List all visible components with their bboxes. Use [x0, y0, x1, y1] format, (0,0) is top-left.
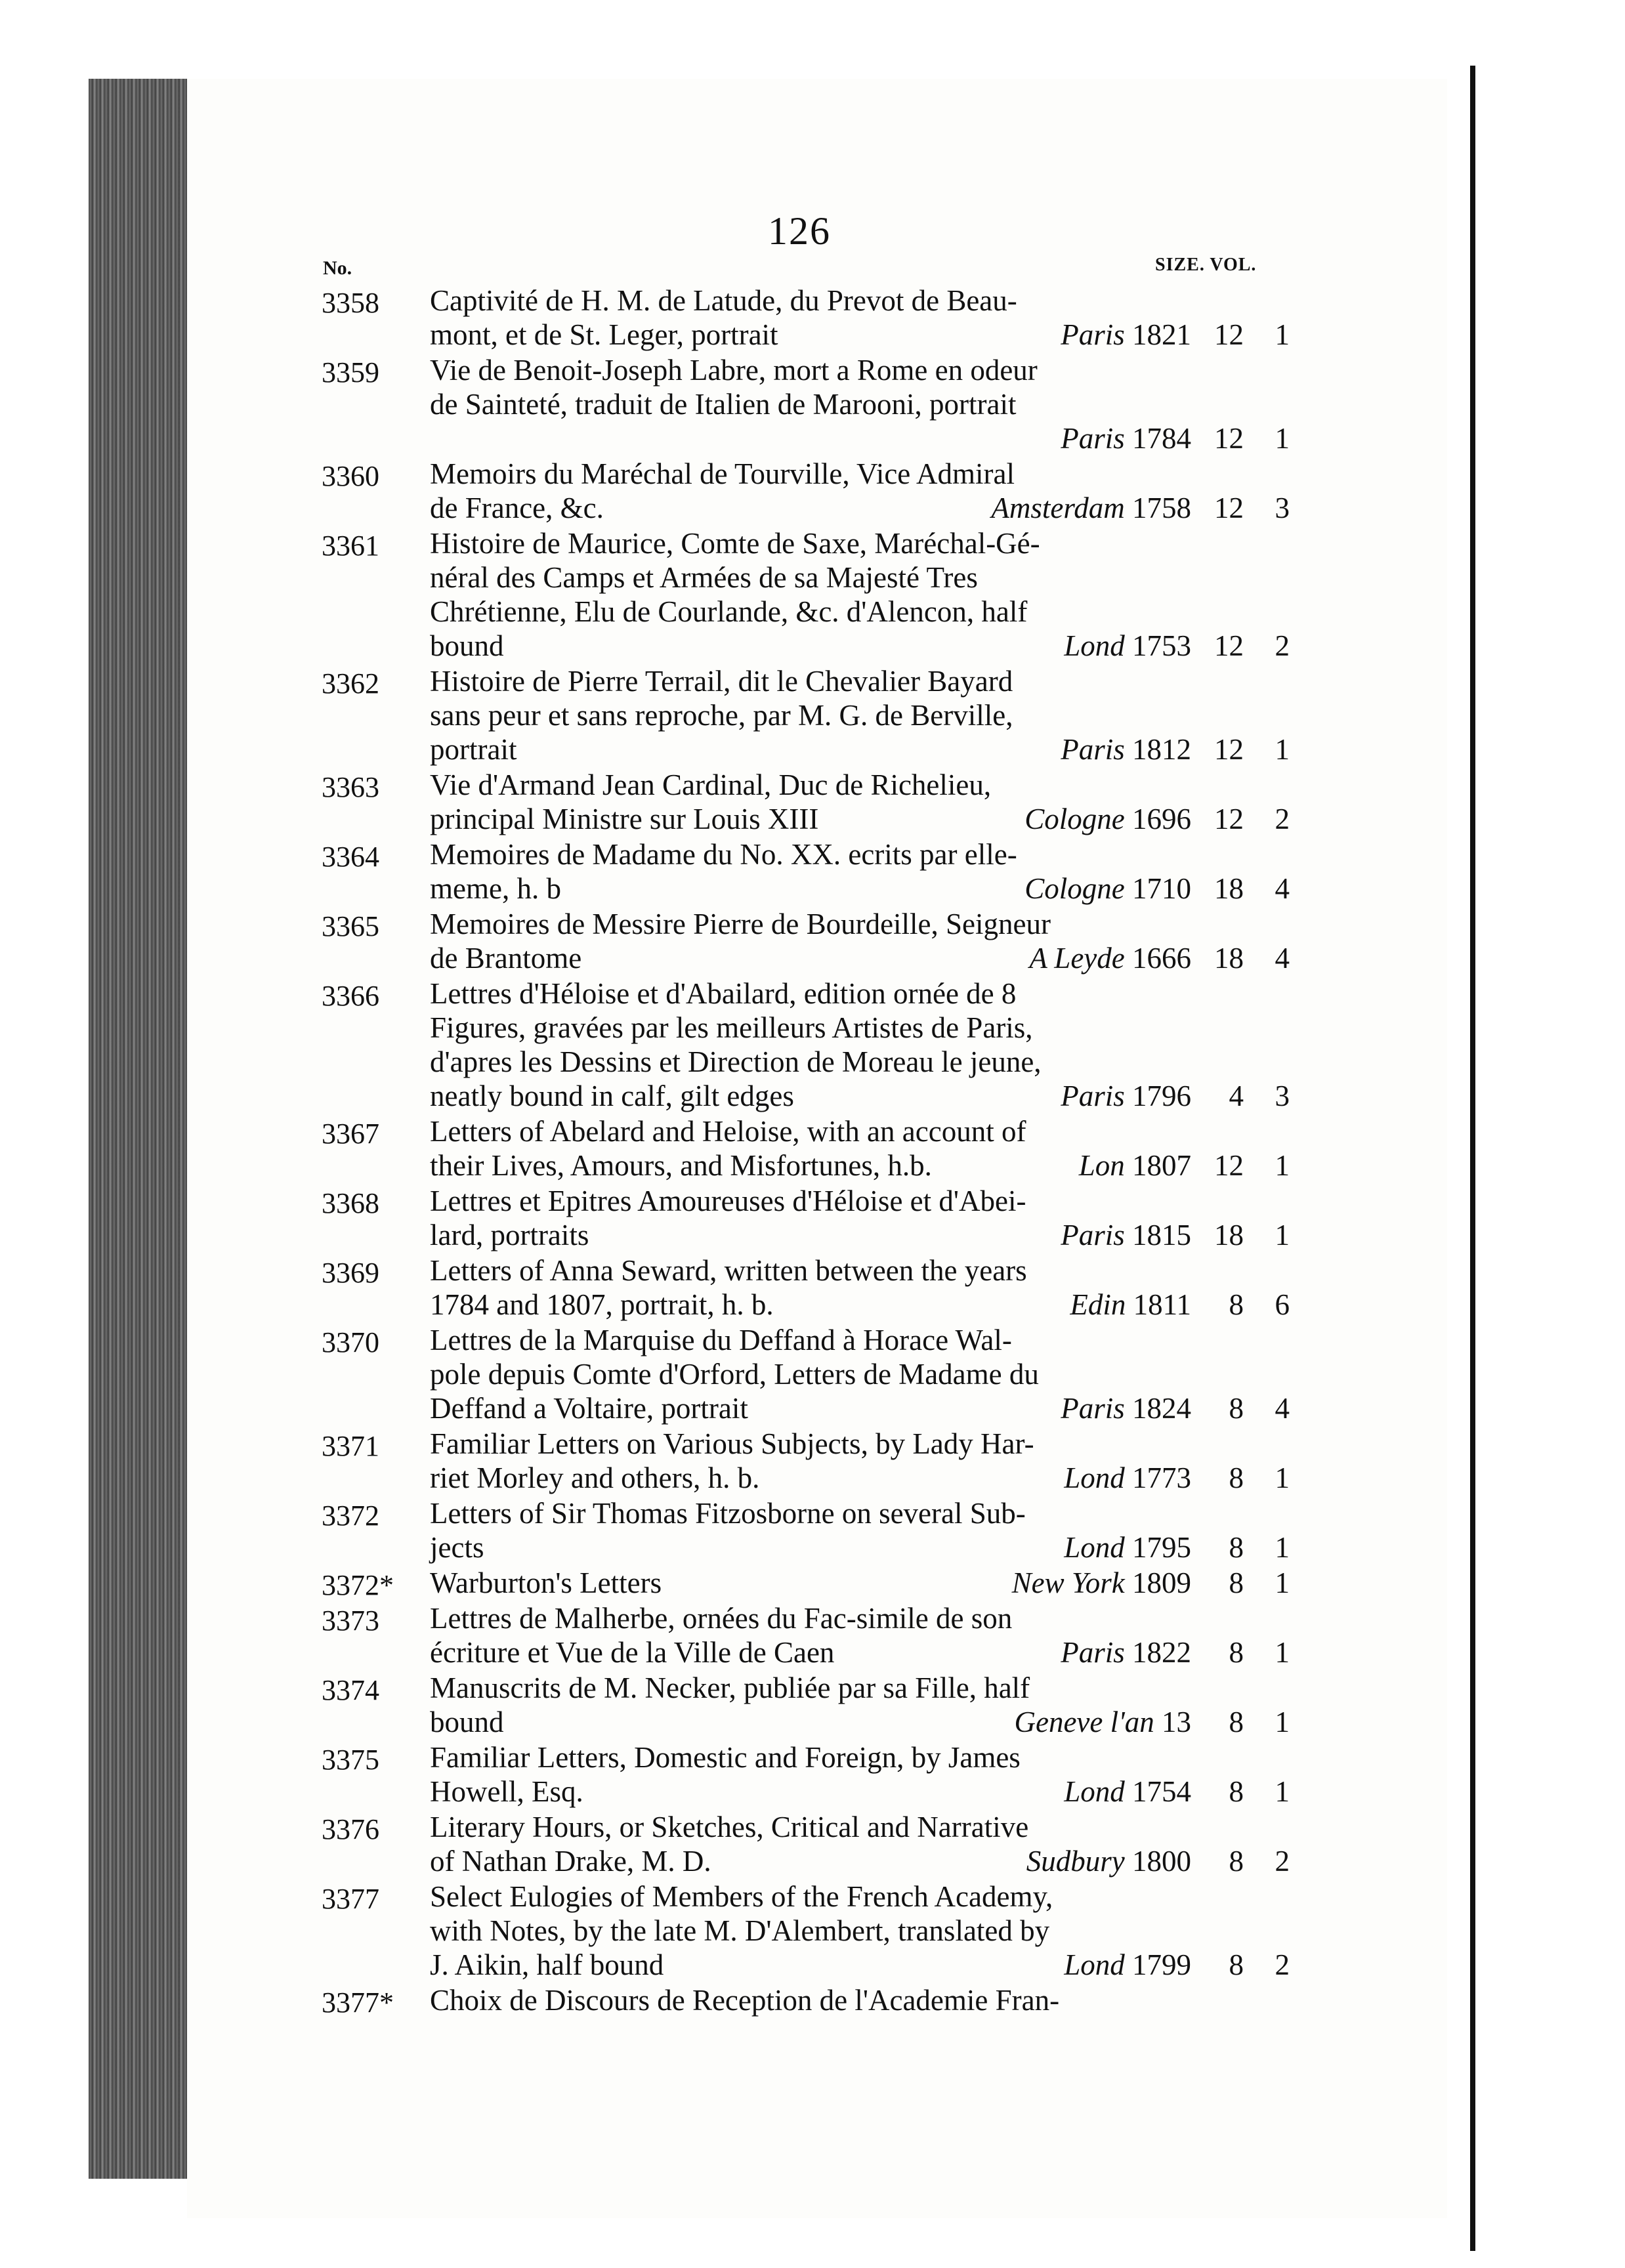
entry-number: 3369 [322, 1257, 379, 1289]
entry-place-year [991, 491, 1191, 525]
catalogue-entry [0, 353, 1313, 455]
entry-year: 1753 [1132, 629, 1191, 662]
entry-size: 12 [1214, 803, 1244, 835]
entry-imprint [430, 421, 1191, 455]
entry-last-line [0, 732, 1313, 766]
entry-imprint [430, 491, 1191, 525]
entry-imprint [430, 1079, 1191, 1113]
entry-place-year [1064, 629, 1191, 663]
binding-gutter-line [1470, 66, 1475, 2251]
entry-vol: 3 [1275, 492, 1290, 524]
entry-place-year [1061, 1635, 1191, 1670]
entry-text-line: Histoire de Maurice, Comte de Saxe, Maréchal-Gé- [430, 527, 1040, 560]
entry-place-year [1061, 1391, 1191, 1425]
catalogue-entry [0, 976, 1313, 1113]
entry-text-line: Familiar Letters on Various Subjects, by Lady Har- [430, 1427, 1034, 1460]
catalogue-entry [0, 1566, 1313, 1600]
entry-place-year [1070, 1288, 1191, 1322]
entry-year: 1811 [1133, 1288, 1191, 1321]
entry-place-year [1014, 1705, 1191, 1739]
entry-text-line: Manuscrits de M. Necker, publiée par sa Fille, half [430, 1671, 1030, 1704]
entry-text-line: Lettres de Malherbe, ornées du Fac-simile de son [430, 1602, 1013, 1635]
entry-imprint [430, 318, 1191, 352]
entry-text-line: Vie d'Armand Jean Cardinal, Duc de Richelieu, [430, 768, 992, 801]
entry-number: 3358 [322, 287, 379, 319]
entry-text-tail: neatly bound in calf, gilt edges [430, 1080, 794, 1112]
entry-vol: 6 [1275, 1288, 1290, 1321]
entry-place: Paris [1061, 1392, 1125, 1425]
entry-text-line: néral des Camps et Armées de sa Majesté Tres [430, 561, 978, 594]
entry-place-year [1064, 1774, 1191, 1809]
entry-text-line: Lettres d'Héloise et d'Abailard, edition ornée de 8 [430, 977, 1017, 1010]
entry-size: 12 [1214, 629, 1244, 662]
entry-vol: 4 [1275, 942, 1290, 975]
entry-vol: 1 [1275, 422, 1290, 455]
entry-year: 1809 [1132, 1566, 1191, 1599]
entry-last-line [0, 1983, 1313, 2017]
entry-text-line: Select Eulogies of Members of the French Academy, [430, 1880, 1053, 1913]
entry-size: 12 [1214, 733, 1244, 766]
entry-size: 8 [1229, 1706, 1244, 1738]
entry-year: 1784 [1132, 422, 1191, 455]
catalogue-entry [0, 1740, 1313, 1809]
entry-last-line [0, 1079, 1313, 1113]
entry-place-year [1061, 318, 1191, 352]
entry-vol: 2 [1275, 803, 1290, 835]
entry-text-tail: J. Aikin, half bound [430, 1948, 664, 1981]
entry-place: Lond [1064, 1531, 1125, 1564]
entry-number: 3368 [322, 1187, 379, 1219]
entry-place-year [1061, 421, 1191, 455]
entry-text-line: de Sainteté, traduit de Italien de Marooni, portrait [430, 388, 1017, 421]
entry-number: 3374 [322, 1674, 379, 1706]
entry-text-tail: portrait [430, 733, 517, 766]
entry-year: 1807 [1132, 1149, 1191, 1182]
entry-text-line: Figures, gravées par les meilleurs Artistes de Paris, [430, 1011, 1033, 1044]
entry-vol: 1 [1275, 1531, 1290, 1564]
entry-last-line [0, 629, 1313, 663]
entry-year: 1824 [1132, 1392, 1191, 1425]
entry-last-line [0, 421, 1313, 455]
entry-imprint [430, 1635, 1191, 1670]
entry-year: 13 [1162, 1706, 1191, 1738]
entry-year: 1773 [1132, 1461, 1191, 1494]
entry-place-year [1029, 941, 1191, 975]
entry-vol: 1 [1275, 1149, 1290, 1182]
catalogue-entry [0, 457, 1313, 525]
entry-text-tail: Howell, Esq. [430, 1775, 583, 1808]
entry-size: 18 [1214, 942, 1244, 975]
entry-text-tail: jects [430, 1531, 484, 1564]
entry-number: 3372* [322, 1569, 394, 1601]
entry-year: 1796 [1132, 1080, 1191, 1112]
entry-size: 8 [1229, 1461, 1244, 1494]
entry-imprint [430, 629, 1191, 663]
catalogue-entry [0, 1427, 1313, 1495]
entry-number: 3359 [322, 356, 379, 388]
entry-text-line: Familiar Letters, Domestic and Foreign, by James [430, 1741, 1021, 1774]
entry-text-line: Lettres et Epitres Amoureuses d'Héloise et d'Abei- [430, 1185, 1026, 1217]
entry-last-line [0, 1635, 1313, 1670]
entry-imprint [430, 1566, 1191, 1600]
entry-vol: 1 [1275, 1566, 1290, 1599]
entry-text-tail: bound [430, 629, 504, 662]
entry-last-line [0, 1391, 1313, 1425]
entry-size: 12 [1214, 492, 1244, 524]
entry-last-line [0, 1948, 1313, 1982]
entry-text-tail: de France, &c. [430, 492, 604, 524]
entry-number: 3361 [322, 530, 379, 562]
entry-year: 1754 [1132, 1775, 1191, 1808]
entry-vol: 2 [1275, 1948, 1290, 1981]
entry-last-line [0, 1566, 1313, 1600]
entry-place: New York [1011, 1566, 1125, 1599]
entry-text-tail: principal Ministre sur Louis XIII [430, 803, 819, 835]
entry-imprint [430, 1705, 1191, 1739]
catalogue-entry [0, 1496, 1313, 1564]
entry-place: Paris [1061, 318, 1125, 351]
entry-vol: 2 [1275, 629, 1290, 662]
entry-place: Paris [1061, 1080, 1125, 1112]
entry-imprint [430, 1391, 1191, 1425]
entry-place-year [1061, 732, 1191, 766]
entry-imprint [430, 1948, 1191, 1982]
entry-last-line [0, 1530, 1313, 1564]
entry-text-line: Memoires de Madame du No. XX. ecrits par elle- [430, 838, 1017, 871]
entry-last-line [0, 872, 1313, 906]
entry-place: Geneve l'an [1014, 1706, 1154, 1738]
entry-vol: 1 [1275, 1706, 1290, 1738]
entry-text-line: Captivité de H. M. de Latude, du Prevot de Beau- [430, 284, 1017, 317]
entry-text-tail: of Nathan Drake, M. D. [430, 1845, 711, 1878]
entry-year: 1821 [1132, 318, 1191, 351]
entry-vol: 1 [1275, 1219, 1290, 1251]
entry-text-line: d'apres les Dessins et Direction de Moreau le jeune, [430, 1045, 1042, 1078]
entry-size: 12 [1214, 1149, 1244, 1182]
entry-size: 18 [1214, 872, 1244, 905]
catalogue-entry [0, 284, 1313, 352]
entry-year: 1795 [1132, 1531, 1191, 1564]
catalogue-entry [0, 1184, 1313, 1252]
entry-place: Lond [1064, 629, 1125, 662]
entry-text-tail: écriture et Vue de la Ville de Caen [430, 1636, 835, 1669]
entry-place: Cologne [1024, 872, 1125, 905]
entry-number: 3367 [322, 1118, 379, 1150]
entry-size: 12 [1214, 318, 1244, 351]
entry-size: 8 [1229, 1392, 1244, 1425]
entry-place-year [1064, 1530, 1191, 1564]
entry-place-year [1012, 1566, 1191, 1600]
entry-last-line [0, 1218, 1313, 1252]
entry-place-year [1064, 1948, 1191, 1982]
entry-size: 8 [1229, 1775, 1244, 1808]
entry-number: 3376 [322, 1813, 379, 1845]
entry-imprint [430, 1148, 1191, 1183]
entry-imprint [430, 1461, 1191, 1495]
entry-year: 1710 [1132, 872, 1191, 905]
entry-size: 8 [1229, 1288, 1244, 1321]
entry-place: Paris [1061, 422, 1125, 455]
entry-place-year [1024, 872, 1191, 906]
entry-last-line [0, 491, 1313, 525]
entry-size: 8 [1229, 1566, 1244, 1599]
entry-number: 3372 [322, 1500, 379, 1532]
entry-text-line: sans peur et sans reproche, par M. G. de Berville, [430, 699, 1013, 732]
entry-last-line [0, 1774, 1313, 1809]
entry-vol: 1 [1275, 733, 1290, 766]
entry-text-tail: lard, portraits [430, 1219, 589, 1251]
entry-place: Lon [1078, 1149, 1125, 1182]
entry-text-tail: bound [430, 1706, 504, 1738]
entry-vol: 1 [1275, 1775, 1290, 1808]
entry-number: 3366 [322, 980, 379, 1012]
entry-year: 1758 [1132, 492, 1191, 524]
entry-place-year [1079, 1148, 1191, 1183]
entry-text-line: pole depuis Comte d'Orford, Letters de Madame du [430, 1358, 1039, 1391]
entry-vol: 2 [1275, 1845, 1290, 1878]
entry-number: 3371 [322, 1430, 379, 1462]
entry-number: 3377* [322, 1986, 394, 2019]
entry-size: 12 [1214, 422, 1244, 455]
entry-number: 3362 [322, 667, 379, 700]
entry-text-tail: riet Morley and others, h. b. [430, 1461, 760, 1494]
entry-place: Edin [1070, 1288, 1126, 1321]
column-header-size-vol: SIZE. VOL. [1155, 255, 1257, 275]
entry-imprint [430, 802, 1191, 836]
entry-text-tail: their Lives, Amours, and Misfortunes, h.b. [430, 1149, 932, 1182]
entry-vol: 3 [1275, 1080, 1290, 1112]
entry-size: 8 [1229, 1636, 1244, 1669]
entry-size: 8 [1229, 1845, 1244, 1878]
entry-text-line: Memoires de Messire Pierre de Bourdeille, Seigneur [430, 908, 1051, 940]
catalogue-entry [0, 1114, 1313, 1183]
entry-imprint [430, 872, 1191, 906]
catalogue-entry [0, 907, 1313, 975]
entry-year: 1799 [1132, 1948, 1191, 1981]
entry-last-line [0, 1844, 1313, 1878]
catalogue-entry [0, 664, 1313, 766]
entry-last-line [0, 1461, 1313, 1495]
entry-place: Paris [1061, 733, 1125, 766]
entry-imprint [430, 1774, 1191, 1809]
entry-number: 3375 [322, 1744, 379, 1776]
catalogue-entry [0, 1601, 1313, 1670]
entry-number: 3364 [322, 841, 379, 873]
catalogue-entry [0, 526, 1313, 663]
entry-place: Lond [1064, 1775, 1125, 1808]
catalogue-entry [0, 1253, 1313, 1322]
page-number: 126 [768, 209, 831, 253]
catalogue-entry [0, 1671, 1313, 1739]
entry-number: 3373 [322, 1605, 379, 1637]
entry-imprint [430, 1218, 1191, 1252]
entry-text-line: Letters of Sir Thomas Fitzosborne on several Sub- [430, 1497, 1026, 1530]
entry-place-year [1064, 1461, 1191, 1495]
entry-imprint [430, 732, 1191, 766]
entry-place: Sudbury [1026, 1845, 1125, 1878]
entry-text-line: Chrétienne, Elu de Courlande, &c. d'Alencon, half [430, 595, 1028, 628]
entry-text-tail: Choix de Discours de Reception de l'Academie Fran- [430, 1984, 1060, 2017]
entry-place-year [1061, 1079, 1191, 1113]
entry-vol: 4 [1275, 872, 1290, 905]
entry-place: Lond [1064, 1461, 1125, 1494]
entry-last-line [0, 802, 1313, 836]
catalogue-entry-list [0, 284, 1313, 2019]
entry-text-line: Letters of Abelard and Heloise, with an account of [430, 1115, 1026, 1148]
entry-place: Amsterdam [991, 492, 1125, 524]
entry-year: 1815 [1132, 1219, 1191, 1251]
entry-vol: 1 [1275, 318, 1290, 351]
entry-last-line [0, 1288, 1313, 1322]
entry-imprint [430, 1983, 1191, 2017]
entry-last-line [0, 1705, 1313, 1739]
entry-text-tail: Deffand a Voltaire, portrait [430, 1392, 748, 1425]
entry-last-line [0, 1148, 1313, 1183]
entry-imprint [430, 941, 1191, 975]
entry-size: 18 [1214, 1219, 1244, 1251]
catalogue-entry [0, 768, 1313, 836]
catalogue-entry [0, 1983, 1313, 2017]
entry-text-line: Letters of Anna Seward, written between the years [430, 1254, 1027, 1287]
entry-place-year [1026, 1844, 1191, 1878]
entry-year: 1822 [1132, 1636, 1191, 1669]
entry-last-line [0, 318, 1313, 352]
entry-number: 3377 [322, 1883, 379, 1915]
catalogue-entry [0, 1323, 1313, 1425]
entry-text-line: Vie de Benoit-Joseph Labre, mort a Rome en odeur [430, 354, 1038, 387]
entry-place: Paris [1061, 1219, 1125, 1251]
entry-vol: 4 [1275, 1392, 1290, 1425]
entry-last-line [0, 941, 1313, 975]
entry-year: 1666 [1132, 942, 1191, 975]
catalogue-entry [0, 1880, 1313, 1982]
catalogue-entry [0, 1810, 1313, 1878]
entry-text-tail: mont, et de St. Leger, portrait [430, 318, 778, 351]
entry-size: 8 [1229, 1948, 1244, 1981]
entry-vol: 1 [1275, 1636, 1290, 1669]
entry-vol: 1 [1275, 1461, 1290, 1494]
entry-imprint [430, 1844, 1191, 1878]
entry-text-tail: de Brantome [430, 942, 582, 975]
entry-number: 3363 [322, 771, 379, 803]
entry-text-line: Memoirs du Maréchal de Tourville, Vice Admiral [430, 457, 1015, 490]
entry-text-line: with Notes, by the late M. D'Alembert, translated by [430, 1914, 1050, 1947]
entry-imprint [430, 1530, 1191, 1564]
entry-text-line: Literary Hours, or Sketches, Critical and Narrative [430, 1811, 1029, 1843]
entry-size: 4 [1229, 1080, 1244, 1112]
entry-year: 1812 [1132, 733, 1191, 766]
entry-number: 3365 [322, 910, 379, 942]
column-header-no: No. [323, 257, 352, 279]
entry-place-year [1024, 802, 1191, 836]
entry-text-tail: Warburton's Letters [430, 1566, 662, 1599]
catalogue-entry [0, 837, 1313, 906]
entry-place: Paris [1061, 1636, 1125, 1669]
entry-number: 3370 [322, 1326, 379, 1358]
entry-year: 1696 [1132, 803, 1191, 835]
entry-imprint [430, 1288, 1191, 1322]
entry-text-tail: 1784 and 1807, portrait, h. b. [430, 1288, 774, 1321]
entry-place: Lond [1064, 1948, 1125, 1981]
entry-text-line: Lettres de la Marquise du Deffand à Horace Wal- [430, 1324, 1012, 1356]
entry-place-year [1061, 1218, 1191, 1252]
entry-text-tail: meme, h. b [430, 872, 561, 905]
entry-size: 8 [1229, 1531, 1244, 1564]
entry-number: 3360 [322, 460, 379, 492]
entry-place: Cologne [1024, 803, 1125, 835]
entry-text-line: Histoire de Pierre Terrail, dit le Chevalier Bayard [430, 665, 1013, 698]
entry-year: 1800 [1132, 1845, 1191, 1878]
entry-place: A Leyde [1029, 942, 1125, 975]
